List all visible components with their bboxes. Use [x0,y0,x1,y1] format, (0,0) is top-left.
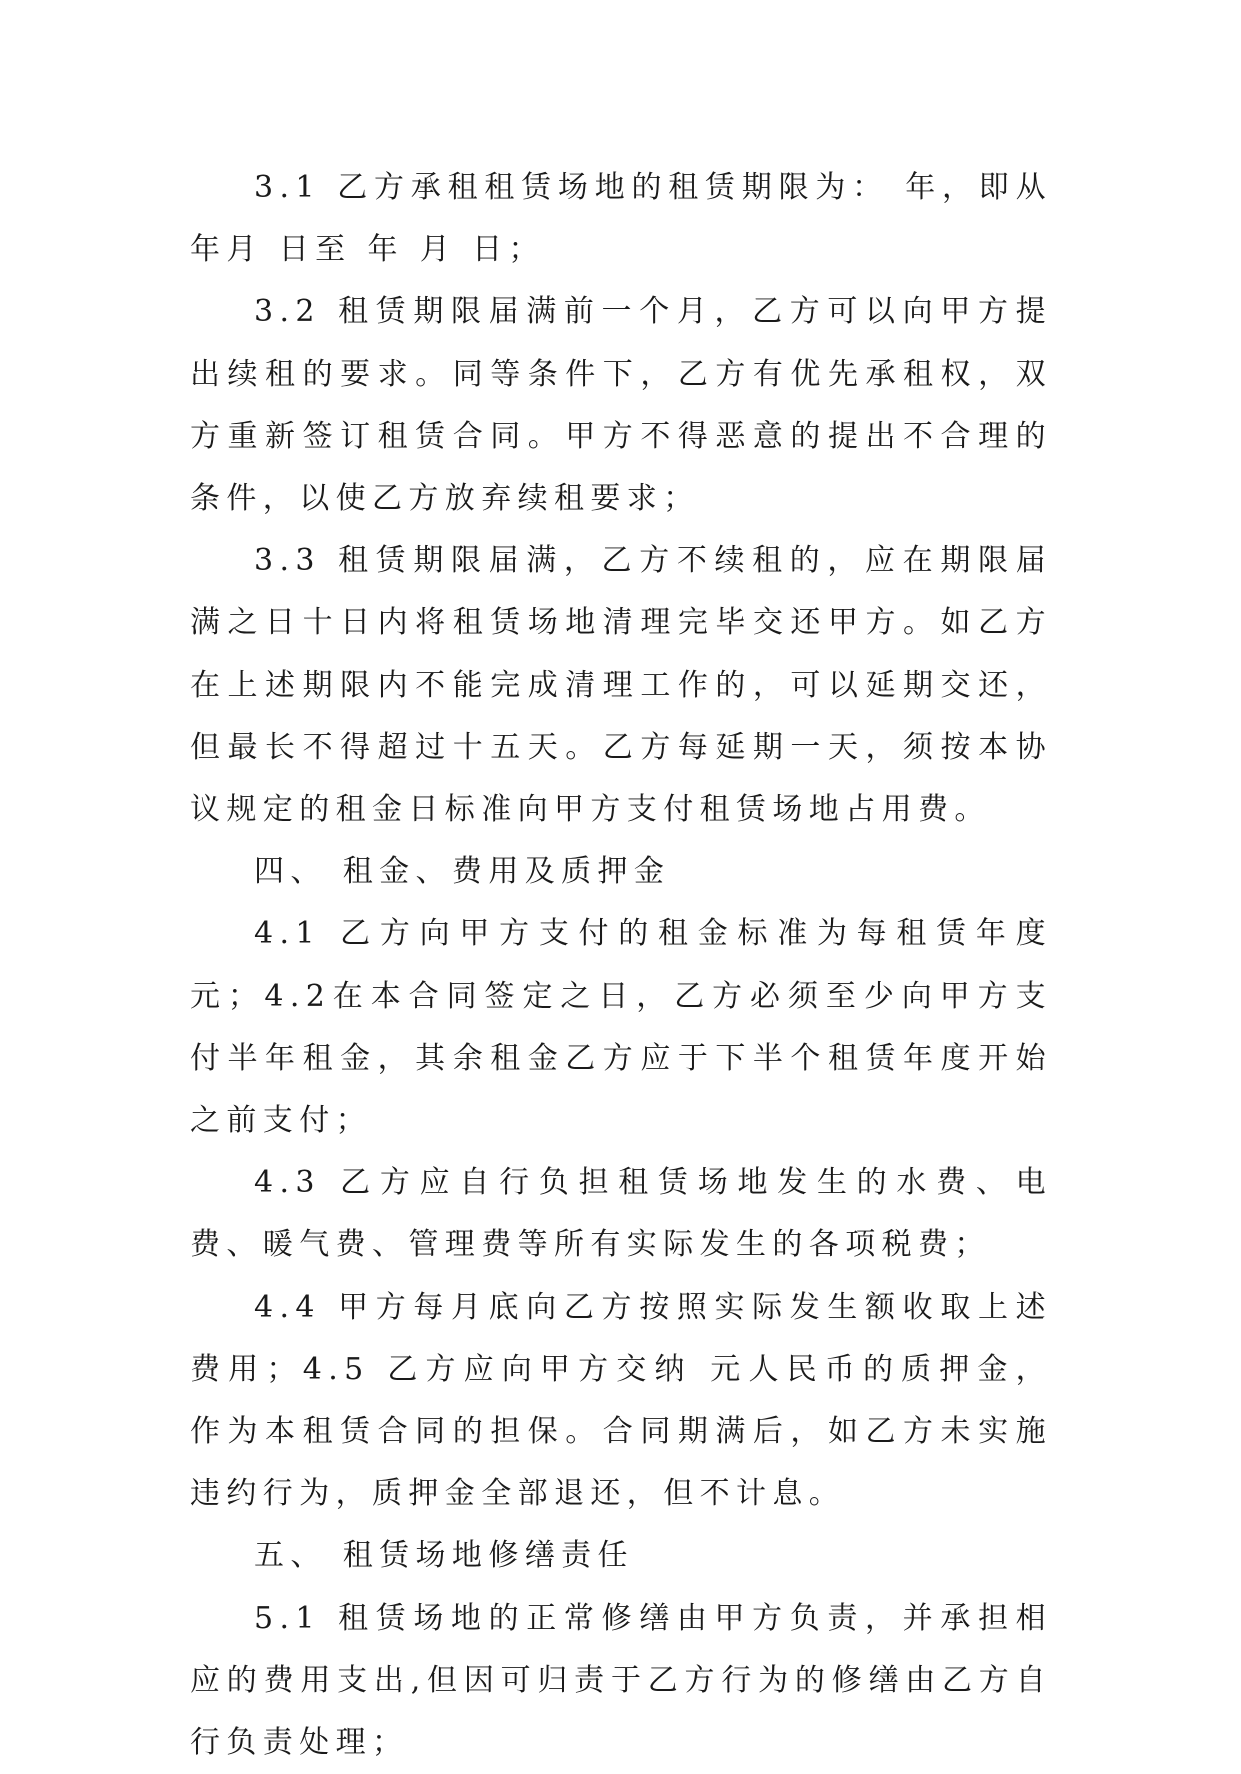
section-heading-5: 五、 租赁场地修缮责任 [254,1538,634,1574]
clause-3-3: 3.3 租赁期限届满，乙方不续租的，应在期限届满之日十日内将租赁场地清理完毕交还甲方。如乙方在上述期限内不能完成清理工作的，可以延期交还，但最长不得超过十五天。乙方每延期一天，须按本协议规定的租金日标准向甲方支付租赁场地占用费。 [190,543,1052,828]
clause-4-4-4-5: 4.4 甲方每月底向乙方按照实际发生额收取上述费用；4.5 乙方应向甲方交纳 元人民币的质押金，作为本租赁合同的担保。合同期满后，如乙方未实施违约行为，质押金全部退还，但不计息。 [190,1289,1052,1512]
clause-5-1: 5.1 租赁场地的正常修缮由甲方负责，并承担相应的费用支出,但因可归责于乙方行为的修缮由乙方自行负责处理； [190,1600,1052,1761]
clause-4-1-4-2: 4.1 乙方向甲方支付的租金标准为每租赁年度 元；4.2在本合同签定之日，乙方必须至少向甲方支付半年租金，其余租金乙方应于下半个租赁年度开始之前支付； [190,916,1052,1139]
clause-3-2: 3.2 租赁期限届满前一个月，乙方可以向甲方提出续租的要求。同等条件下，乙方有优先承租权，双方重新签订租赁合同。甲方不得恶意的提出不合理的条件，以使乙方放弃续租要求； [190,294,1052,517]
section-heading-4: 四、 租金、费用及质押金 [254,854,671,890]
clause-4-3: 4.3 乙方应自行负担租赁场地发生的水费、电费、暖气费、管理费等所有实际发生的各项税费； [190,1165,1052,1263]
document-body [190,157,1052,1774]
clause-3-1: 3.1 乙方承租租赁场地的租赁期限为： 年，即从 年月 日至 年 月 日； [190,170,1052,268]
